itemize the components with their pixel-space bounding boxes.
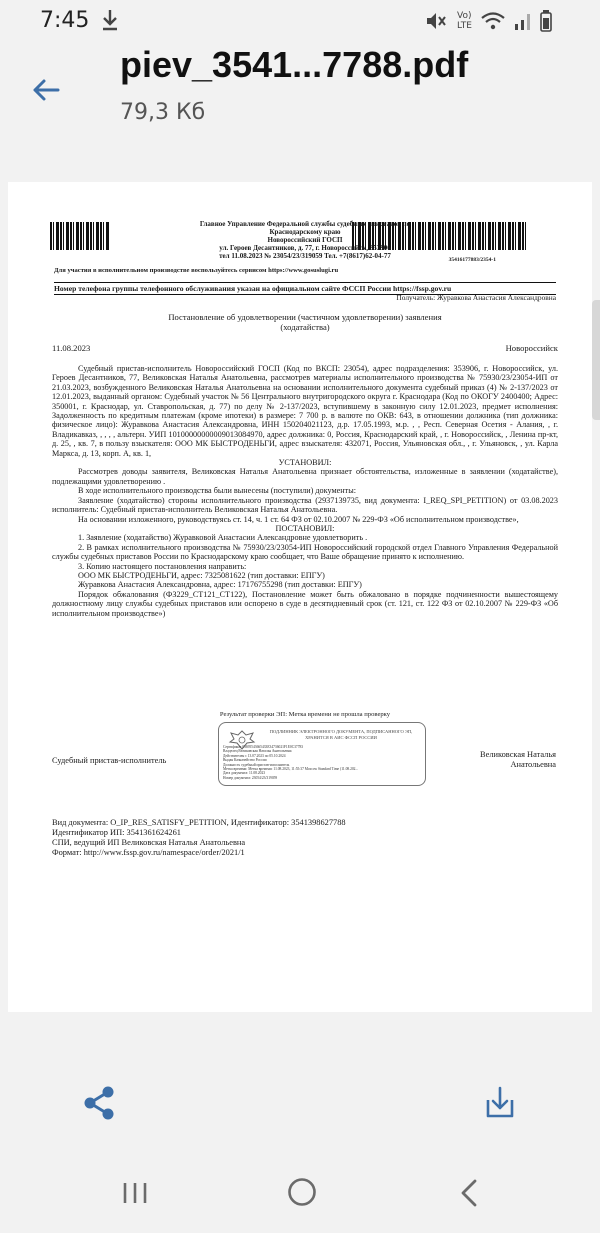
download-notification-icon — [100, 8, 120, 32]
signer-name: Великовская Наталья Анатольевна — [480, 750, 556, 769]
stamp-line: Метка времени: Метка времени: 11.08.2023, 11:55:37 Moscow Standard Time (11.08.202... — [223, 767, 359, 772]
signature-stamp — [218, 722, 426, 786]
letterhead-line: Новороссийский ГОСП — [267, 236, 343, 244]
footer-format: Формат: http://www.fssp.gov.ru/namespace/order/2021/1 — [52, 848, 245, 857]
system-nav-bar — [0, 1150, 600, 1233]
document-city: Новороссийск — [505, 343, 558, 353]
save-to-device-icon[interactable] — [480, 1082, 520, 1122]
mute-icon — [425, 11, 449, 31]
footer-ip-id: Идентификатор ИП: 3541361624261 — [52, 828, 181, 837]
ep-check-result: Результат проверки ЭП: Метка времени не прошла проверку — [219, 711, 391, 718]
stamp-header: ПОДЛИННИК ЭЛЕКТРОННОГО ДОКУМЕНТА, ПОДПИСАННОГО ЭП, ХРАНИТСЯ В АИС ФССП РОССИИ — [269, 729, 413, 740]
volte-label: Vo) — [457, 11, 472, 21]
wifi-icon — [480, 11, 506, 31]
scroll-handle[interactable] — [592, 300, 600, 420]
stamp-line: Выдан Казначейство России — [223, 758, 267, 763]
title-line: Постановление об удовлетворении (частичном удовлетворении) заявления — [168, 312, 442, 322]
footer-doc-type: Вид документа: O_IP_RES_SATISFY_PETITION, Идентификатор: 3541398627788 — [52, 818, 346, 827]
volte-indicator — [457, 11, 472, 31]
document-title — [50, 312, 560, 332]
paragraph: В ходе исполнительного производства были вынесены (поступили) документы: — [78, 486, 357, 496]
letterhead-line: ул. Героев Десантников, д. 77, г. Новороссийск, 353906 — [219, 244, 391, 252]
letterhead — [50, 216, 560, 300]
file-name: piev_3541...7788.pdf — [120, 44, 469, 85]
stamp-line: Номер документа: 23054/23/319059 — [223, 775, 278, 780]
stamp-line: Должность судебный пристав-исполнитель — [223, 762, 290, 767]
document-footer — [52, 818, 346, 858]
document-body — [52, 364, 558, 618]
letterhead-line: Главное Управление Федеральной службы судебных приставов по — [199, 220, 411, 228]
title-line: (ходатайства) — [280, 322, 330, 332]
paragraph: На основании изложенного, руководствуясь ст. 14, ч. 1 ст. 64 ФЗ от 02.10.2007 № 229-ФЗ «Об исполнительном производстве», — [78, 514, 519, 524]
phone-line: Номер телефона группы телефонного обслуживания указан на официальном сайте ФССП России https://fssp.gov.ru — [54, 282, 556, 295]
signal-icon — [514, 11, 532, 31]
stamp-line: Дата документа: 11.08.2023 — [223, 771, 266, 776]
signer-title: Судебный пристав-исполнитель — [52, 756, 167, 765]
main-paragraph: Судебный пристав-исполнитель Новороссийский ГОСП (Код по ВКСП: 23054), адрес подразделения: 353906, г. Новороссийск, ул. Героев Десантников, 77, Великовская Наталья Анатольевна, рассмотрев материалы исполнительного производства № 75930/23/23054-ИП от 21.03.2023, возбужденного Великовская Наталья Анатольевна на основании исполнительного документа судебный приказ (4) № 2-137/2023 от 12.01.2023, выданный органом: Судебный участок № 56 Центрального внутригородского округа г. Краснодара (Код по ОКОГУ 2400400; Адрес: 350001, г. Краснодар, ул. Ставропольская, д. 77) по делу № 2-137/2023, вступившему в законную силу 12.01.2023, предмет исполнения: Задолженность по кредитным платежам (кроме ипотеки) в размере: 7 700 р. в валюте по ОКВ: 643, в отношении должника (тип должника: физическое лицо): Журавкова Анастасия Александровна, ИНН 150204021123, д.р. 17.05.1993, м.р. , , Респ. Северная Осетия - Алания, , г. Владикавказ, , , , , альтерн. УИП 10100000000009013084970, адрес должника: 0, Россия, Краснодарский край, , г. Новороссийск, , Ленина пр-кт, д. 25, , кв. 7, в пользу взыскателя: ООО МК БЫСТРОДЕНЬГИ, адрес взыскателя: 432071, Россия, Ульяновская обл., , г. Ульяновск, , ул. Карла Маркса, д. 13, корп. А, кв. 1, — [52, 364, 558, 458]
status-bar — [0, 0, 600, 44]
document-date: 11.08.2023 — [52, 343, 91, 353]
letterhead-line: тел 11.08.2023 № 23054/23/319059 Тел. +7(8617)62-04-77 — [219, 252, 391, 260]
paragraph: Заявление (ходатайство) стороны исполнительного производства (2937139735, вид документа: I_REQ_SPI_PETITION) от 03.08.2023 исполнитель: Судебный пристав-исполнитель Великовская Наталья Анатольевна. — [52, 495, 558, 515]
stamp-line: Сертификат 03695543665433E34736021F1E0C37783 — [223, 745, 304, 749]
barcode-number: 35416177883/2354-1 — [448, 257, 496, 263]
copy-recipient: Журавкова Анастасия Александровна, адрес: 17176755298 (тип доставки: ЕПГУ) — [78, 580, 362, 590]
stamp-line: Действителен с 13.07.2023 по 05.10.2024 — [223, 753, 286, 758]
appeal-paragraph: Порядок обжалования (ФЗ229_СТ121_СТ122), Постановление может быть обжаловано в порядке подчиненности вышестоящему должностному лицу службы судебных приставов или оспорено в суде в десятидневный срок (ст. 121, ст. 122 ФЗ от 02.10.2007 № 229-ФЗ «Об исполнительном производстве») — [52, 589, 558, 618]
status-time: 7:45 — [40, 8, 90, 33]
letterhead-note: Для участия в исполнительном производстве воспользуйтесь сервисом https://www.gosuslugi.ru — [54, 267, 339, 274]
viewer-header — [0, 44, 600, 144]
recent-apps-icon[interactable] — [120, 1180, 150, 1206]
heading-postanovil: ПОСТАНОВИЛ: — [275, 523, 335, 533]
letterhead-line: Краснодарскому краю — [269, 228, 341, 236]
copy-recipient: ООО МК БЫСТРОДЕНЬГИ, адрес: 7325081622 (тип доставки: ЕПГУ) — [78, 570, 325, 580]
heading-ustanovil: УСТАНОВИЛ: — [278, 458, 332, 468]
home-icon[interactable] — [286, 1176, 318, 1208]
stamp-line: Владелец Великовская Наталья Анатольевна — [223, 749, 292, 754]
footer-spi: СПИ, ведущий ИП Великовская Наталья Анатольевна — [52, 838, 246, 847]
status-icons — [425, 10, 552, 32]
list-item: 1. Заявление (ходатайство) Журавковой Анастасии Александровне удовлетворить . — [78, 533, 368, 543]
back-arrow-icon[interactable] — [28, 72, 64, 108]
file-size: 79,3 Кб — [120, 100, 206, 125]
back-icon[interactable] — [458, 1178, 480, 1208]
action-bar — [0, 1058, 600, 1150]
list-item: 2. В рамках исполнительного производства № 75930/23/23054-ИП Новороссийский городской отдел Главного Управления Федеральной службы судебных приставов России по Краснодарскому краю сообщает, что Ваше обращение принято к исполнению. — [52, 542, 558, 562]
battery-icon — [540, 10, 552, 32]
paragraph: Рассмотрев доводы заявителя, Великовская Наталья Анатольевна признает обстоятельства, изложенные в заявлении (ходатайстве), подлежащими удовлетворению . — [52, 467, 558, 486]
share-icon[interactable] — [78, 1082, 120, 1124]
list-item: 3. Копию настоящего постановления направить: — [78, 561, 247, 571]
lte-label: LTE — [457, 21, 472, 31]
stamp-details — [223, 745, 419, 780]
letterhead-text — [50, 220, 560, 260]
pdf-page[interactable] — [8, 182, 592, 1012]
recipient: Получатель: Журавкова Анастасия Александровна — [396, 293, 556, 302]
